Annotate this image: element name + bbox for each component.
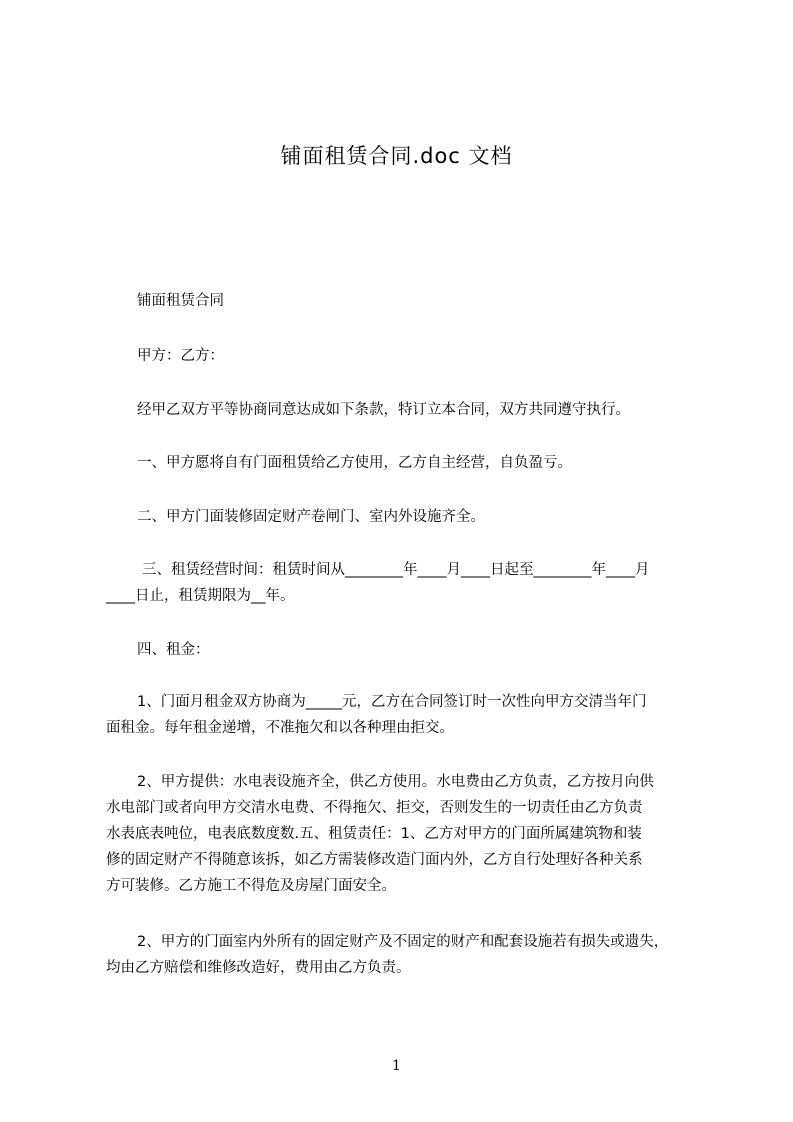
clause-4-1-line-2: 面租金。每年租金递增，不准拖欠和以各种理由拒交。 bbox=[106, 720, 454, 736]
clause-4-2-line-1: 2、甲方提供：水电表设施齐全，供乙方使用。水电费由乙方负责，乙方按月向供 bbox=[137, 774, 654, 790]
clause-4-2-line-2: 水电部门或者向甲方交清水电费、不得拖欠、拒交，否则发生的一切责任由乙方负责 bbox=[106, 800, 643, 816]
contract-heading: 铺面租赁合同 bbox=[137, 293, 224, 309]
clause-5-2-line-1: 2、甲方的门面室内外所有的固定财产及不固定的财产和配套设施若有损失或遗失， bbox=[137, 934, 669, 950]
clause-3-line-1: 三、租赁经营时间：租赁时间从________年____月____日起至________年____月 bbox=[142, 562, 650, 578]
clause-4-1-line-1: 1、门面月租金双方协商为_____元，乙方在合同签订时一次性向甲方交清当年门 bbox=[137, 694, 647, 710]
page-number: 1 bbox=[392, 1058, 401, 1074]
clause-4-2-line-5: 方可装修。乙方施工不得危及房屋门面安全。 bbox=[106, 878, 396, 894]
intro-paragraph: 经甲乙双方平等协商同意达成如下条款，特订立本合同，双方共同遵守执行。 bbox=[137, 402, 630, 418]
parties-line: 甲方：乙方： bbox=[137, 348, 224, 364]
clause-4-2-line-3: 水表底表吨位，电表底数度数.五、租赁责任：1、乙方对甲方的门面所属建筑物和装 bbox=[106, 826, 642, 842]
clause-4-2-line-4: 修的固定财产不得随意该拆，如乙方需装修改造门面内外，乙方自行处理好各种关系 bbox=[106, 852, 643, 868]
clause-1: 一、甲方愿将自有门面租赁给乙方使用，乙方自主经营，自负盈亏。 bbox=[137, 455, 572, 471]
document-title: 铺面租赁合同.doc 文档 bbox=[280, 144, 513, 168]
clause-4-heading: 四、租金： bbox=[137, 642, 210, 658]
clause-2: 二、甲方门面装修固定财产卷闸门、室内外设施齐全。 bbox=[137, 509, 485, 525]
clause-3-line-2: ____日止，租赁期限为__年。 bbox=[106, 588, 295, 604]
clause-5-2-line-2: 均由乙方赔偿和维修改造好，费用由乙方负责。 bbox=[106, 960, 411, 976]
